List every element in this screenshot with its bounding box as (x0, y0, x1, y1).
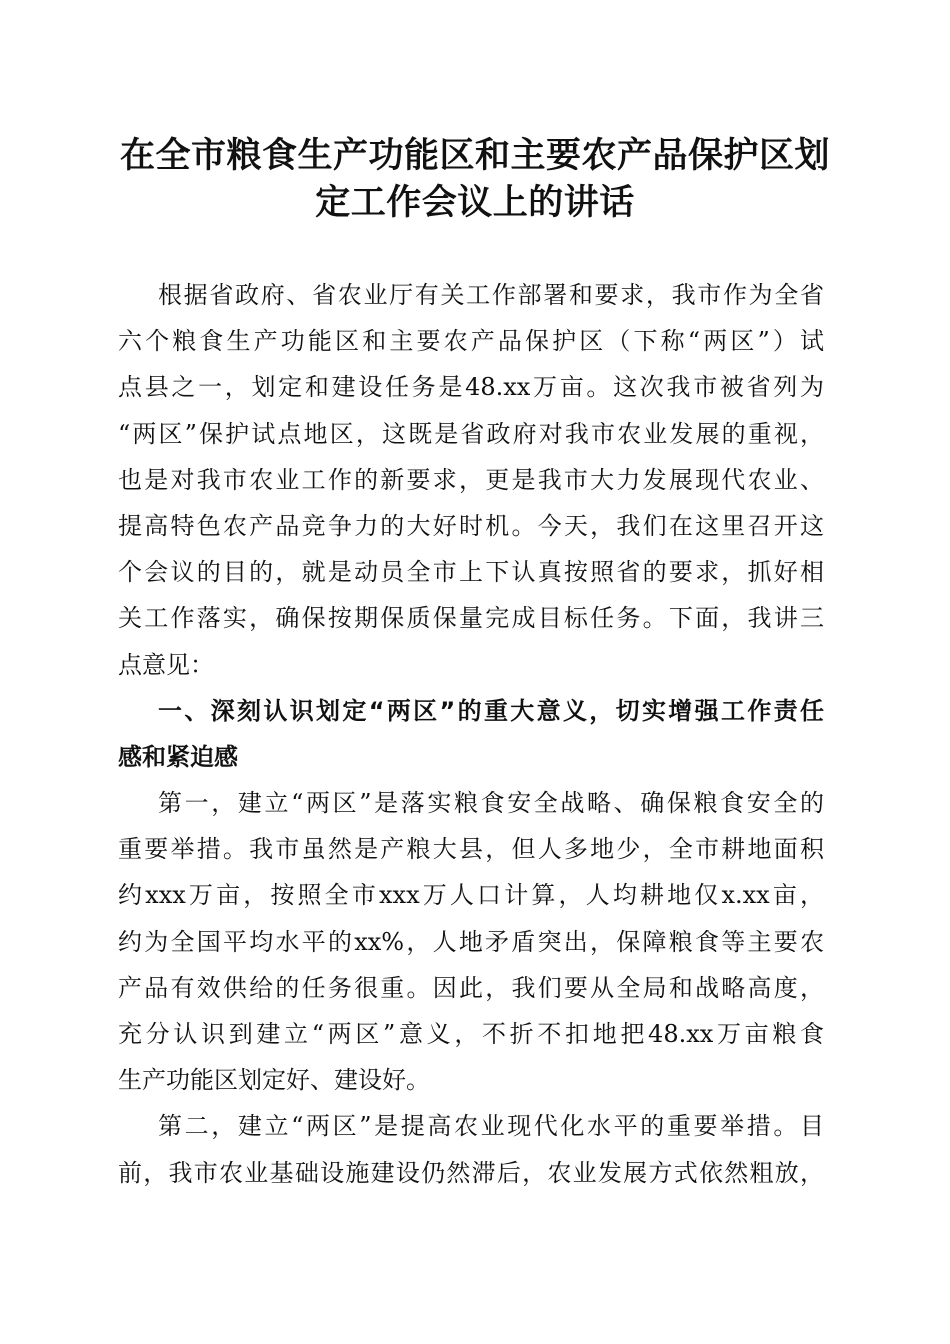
section-heading-1 (118, 688, 824, 780)
text-line: 约xxx万亩，按照全市xxx万人口计算，人均耕地仅x.xx亩， (118, 881, 824, 910)
document-title (100, 132, 850, 226)
text-line: 充分认识到建立“两区”意义，不折不扣地把48.xx万亩粮食 (118, 1020, 824, 1048)
document-body (118, 272, 824, 1196)
text-line: “两区”保护试点地区，这既是省政府对我市农业发展的重视， (118, 419, 824, 448)
text-line: 生产功能区划定好、建设好。 (118, 1066, 430, 1095)
text-line: 也是对我市农业工作的新要求，更是我市大力发展现代农业、 (118, 465, 824, 494)
heading-line: 一、深刻认识划定“两区”的重大意义，切实增强工作责任 (158, 696, 824, 725)
text-line: 产品有效供给的任务很重。因此，我们要从全局和战略高度， (118, 973, 824, 1002)
text-line: 前，我市农业基础设施建设仍然滞后，农业发展方式依然粗放， (118, 1158, 824, 1187)
title-line: 在全市粮食生产功能区和主要农产品保护区划 (119, 135, 830, 176)
text-line: 第二，建立“两区”是提高农业现代化水平的重要举措。目 (158, 1112, 824, 1141)
text-line: 根据省政府、省农业厅有关工作部署和要求，我市作为全省 (158, 281, 824, 309)
text-line: 第一，建立“两区”是落实粮食安全战略、确保粮食安全的 (158, 789, 824, 818)
title-line: 定工作会议上的讲话 (315, 182, 635, 223)
text-line: 点意见： (118, 650, 214, 679)
text-line: 个会议的目的，就是动员全市上下认真按照省的要求，抓好相 (118, 558, 824, 587)
text-line: 重要举措。我市虽然是产粮大县，但人多地少，全市耕地面积 (118, 835, 824, 864)
paragraph-intro (118, 272, 824, 688)
text-line: 提高特色农产品竞争力的大好时机。今天，我们在这里召开这 (118, 511, 824, 540)
paragraph-second-point (118, 1103, 824, 1195)
paragraph-first-point (118, 780, 824, 1103)
text-line: 关工作落实，确保按期保质保量完成目标任务。下面，我讲三 (118, 604, 824, 633)
text-line: 六个粮食生产功能区和主要农产品保护区（下称“两区”）试 (118, 327, 824, 356)
text-line: 点县之一，划定和建设任务是48.xx万亩。这次我市被省列为 (118, 373, 824, 402)
text-line: 约为全国平均水平的xx%，人地矛盾突出，保障粮食等主要农 (118, 927, 824, 956)
heading-line: 感和紧迫感 (118, 742, 238, 771)
